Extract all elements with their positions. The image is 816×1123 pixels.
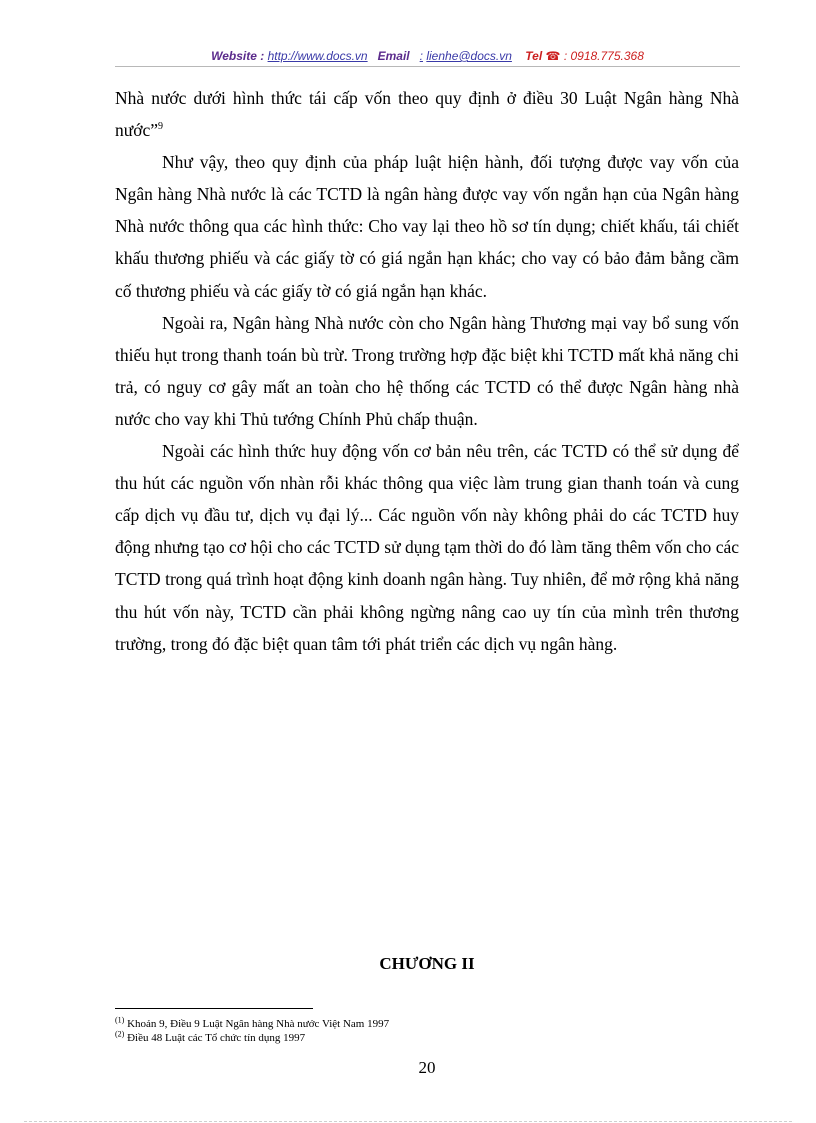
footnote-mark: (2) bbox=[115, 1029, 125, 1039]
chapter-heading: CHƯƠNG II bbox=[379, 954, 475, 973]
phone-icon: ☎ bbox=[545, 49, 561, 63]
footnotes bbox=[115, 1017, 739, 1045]
page-header bbox=[115, 46, 740, 67]
email-separator: : bbox=[419, 49, 423, 63]
footnote-item bbox=[115, 1031, 739, 1045]
paragraph-continuation bbox=[115, 82, 739, 146]
paragraph bbox=[115, 435, 739, 660]
paragraph bbox=[115, 307, 739, 435]
paragraph-text: Nhà nước dưới hình thức tái cấp vốn theo quy định ở điều 30 Luật Ngân hàng Nhà nước” bbox=[115, 88, 739, 141]
footnote-reference[interactable]: 9 bbox=[158, 121, 164, 133]
paragraph-text: Ngoài ra, Ngân hàng Nhà nước còn cho Ngân hàng Thương mại vay bổ sung vốn thiếu hụt trong thanh toán bù trừ. Trong trường hợp đặc biệt khi TCTD mất khả năng chi trả, có nguy cơ gây mất an toàn cho hệ thống các TCTD có thể được Ngân hàng nhà nước cho vay khi Thủ tướng Chính Phủ chấp thuận. bbox=[115, 312, 739, 429]
phone-number: : 0918.775.368 bbox=[563, 49, 644, 63]
body-text bbox=[115, 82, 739, 660]
footnote-item bbox=[115, 1017, 739, 1031]
website-link[interactable]: http://www.docs.vn bbox=[267, 49, 368, 63]
paragraph bbox=[115, 146, 739, 306]
page-number: 20 bbox=[418, 1058, 436, 1077]
page-bottom-border bbox=[24, 1121, 792, 1122]
tel-label: Tel bbox=[525, 49, 543, 63]
paragraph-text: Ngoài các hình thức huy động vốn cơ bản nêu trên, các TCTD có thể sử dụng để thu hút các nguồn vốn nhàn rỗi khác thông qua việc làm trung gian thanh toán và cung cấp dịch vụ đầu tư, dịch vụ đại lý... Các nguồn vốn này không phải do các TCTD huy động nhưng tạo cơ hội cho các TCTD sử dụng tạm thời do đó làm tăng thêm vốn cho các TCTD trong quá trình hoạt động kinh doanh ngân hàng. Tuy nhiên, để mở rộng khả năng thu hút vốn này, TCTD cần phải không ngừng nâng cao uy tín của mình trên thương trường, trong đó đặc biệt quan tâm tới phát triển các dịch vụ ngân hàng. bbox=[115, 441, 739, 654]
footnote-text: Điều 48 Luật các Tổ chức tín dụng 1997 bbox=[127, 1032, 306, 1044]
website-label: Website : bbox=[211, 49, 265, 63]
footnote-divider bbox=[115, 1008, 313, 1009]
paragraph-text: Như vậy, theo quy định của pháp luật hiện hành, đối tượng được vay vốn của Ngân hàng Nhà nước là các TCTD là ngân hàng được vay vốn ngắn hạn của Ngân hàng Nhà nước thông qua các hình thức: Cho vay lại theo hồ sơ tín dụng; chiết khấu, tái chiết khấu thương phiếu và các giấy tờ có giá ngắn hạn khác; cho vay có bảo đảm bằng cầm cố thương phiếu và các giấy tờ có giá ngắn hạn khác. bbox=[115, 152, 739, 301]
footnote-mark: (1) bbox=[115, 1015, 125, 1025]
footnote-text: Khoản 9, Điều 9 Luật Ngân hàng Nhà nước Việt Nam 1997 bbox=[127, 1018, 390, 1030]
email-label: Email bbox=[377, 49, 410, 63]
email-link[interactable]: lienhe@docs.vn bbox=[426, 49, 512, 63]
